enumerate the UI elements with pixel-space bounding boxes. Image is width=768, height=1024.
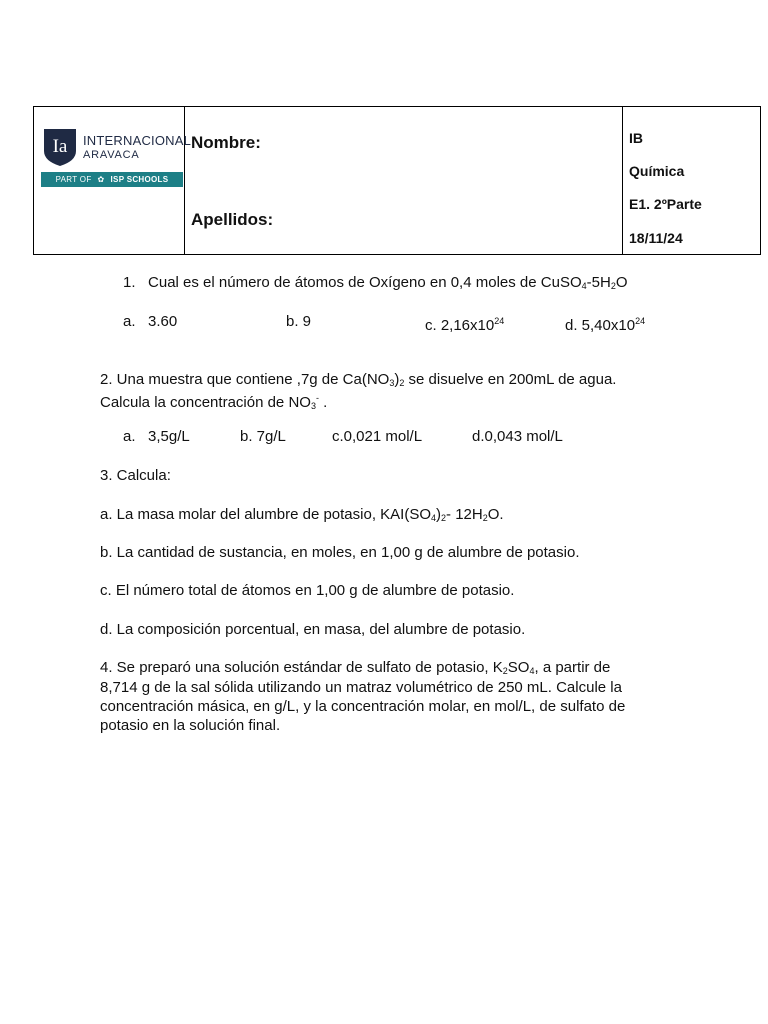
- formula-subscript: 3: [389, 378, 395, 388]
- formula-subscript: 2: [502, 666, 508, 676]
- question-3a: [100, 505, 504, 528]
- text: ): [394, 371, 400, 388]
- formula-subscript: 2: [441, 513, 447, 523]
- info-date: 18/11/24: [629, 230, 683, 246]
- text: ): [436, 506, 442, 523]
- option-value: 3,5g/L: [148, 428, 190, 445]
- logo-monogram: Ia: [52, 136, 68, 157]
- formula-part: O: [615, 274, 628, 291]
- text: se disuelve en 200mL de agua.: [404, 371, 617, 388]
- q1-option-a: [123, 312, 177, 331]
- question-1-text: Cual es el número de átomos de Oxígeno en 0,4 moles de CuSO: [148, 274, 582, 291]
- q1-option-d: [565, 312, 645, 335]
- option-letter: a.: [123, 428, 136, 445]
- school-logo: [34, 107, 192, 254]
- question-4-line3: concentración másica, en g/L, y la concentración molar, en mol/L, de sulfato de: [100, 698, 626, 715]
- option-exponent: 24: [494, 316, 505, 326]
- apellidos-label: Apellidos:: [191, 210, 274, 229]
- formula-superscript: -: [315, 393, 319, 403]
- text: SO: [507, 659, 530, 676]
- formula-subscript: 2: [399, 378, 405, 388]
- info-exam: E1. 2ºParte: [629, 196, 702, 212]
- question-3b: b. La cantidad de sustancia, en moles, en 1,00 g de alumbre de potasio.: [100, 544, 580, 561]
- question-1-number: 1.: [123, 274, 136, 291]
- q1-option-c: [425, 312, 504, 335]
- formula-subscript: 4: [581, 281, 587, 291]
- logo-bar-schools: ISP SCHOOLS: [110, 175, 169, 184]
- text: 2. Una muestra que contiene ,7g de Ca(NO: [100, 371, 390, 388]
- option-value: 3.60: [148, 313, 178, 330]
- q2-option-c: c.0,021 mol/L: [332, 428, 423, 445]
- question-3c: c. El número total de átomos en 1,00 g de alumbre de potasio.: [100, 582, 515, 599]
- header-table: [33, 106, 761, 255]
- text: , a partir de: [534, 659, 611, 676]
- q2-option-d: d.0,043 mol/L: [472, 428, 563, 445]
- formula-subscript: 2: [610, 281, 616, 291]
- text: - 12H: [446, 506, 483, 523]
- question-4-line4: potasio en la solución final.: [100, 717, 281, 734]
- option-value: d. 5,40x10: [565, 317, 636, 334]
- option-value: c. 2,16x10: [425, 317, 495, 334]
- option-letter: a.: [123, 313, 136, 330]
- exam-info-cell: [623, 107, 760, 254]
- shield-icon: [42, 127, 78, 167]
- text: .: [318, 394, 328, 411]
- question-3-title: 3. Calcula:: [100, 467, 171, 484]
- student-name-cell: [185, 107, 623, 254]
- formula-part: -5H: [586, 274, 611, 291]
- logo-bar-part-of: PART OF: [55, 175, 92, 184]
- formula-subscript: 4: [431, 513, 437, 523]
- nombre-label: Nombre:: [191, 133, 261, 152]
- question-3d: d. La composición porcentual, en masa, del alumbre de potasio.: [100, 621, 526, 638]
- text: Calcula la concentración de NO: [100, 394, 311, 411]
- q2-option-b: b. 7g/L: [240, 428, 286, 445]
- logo-bar: [41, 172, 183, 187]
- q2-option-a: [123, 427, 190, 446]
- info-course: IB: [629, 130, 643, 146]
- question-4-line2: 8,714 g de la sal sólida utilizando un matraz volumétrico de 250 mL. Calcule la: [100, 679, 622, 696]
- q1-option-b: b. 9: [286, 313, 312, 330]
- question-1: [123, 273, 628, 296]
- formula-subscript: 3: [310, 401, 316, 411]
- formula-subscript: 2: [482, 513, 488, 523]
- info-subject: Química: [629, 163, 685, 179]
- text: a. La masa molar del alumbre de potasio, KAI(SO: [100, 506, 431, 523]
- question-2-line2: [100, 389, 327, 416]
- text: O.: [487, 506, 504, 523]
- option-exponent: 24: [635, 316, 646, 326]
- formula-subscript: 4: [529, 666, 535, 676]
- logo-name-line2: ARAVACA: [83, 149, 140, 161]
- book-icon: ✿: [97, 175, 105, 184]
- text: 4. Se preparó una solución estándar de sulfato de potasio, K: [100, 659, 503, 676]
- logo-name-line1: INTERNACIONAL: [83, 133, 192, 148]
